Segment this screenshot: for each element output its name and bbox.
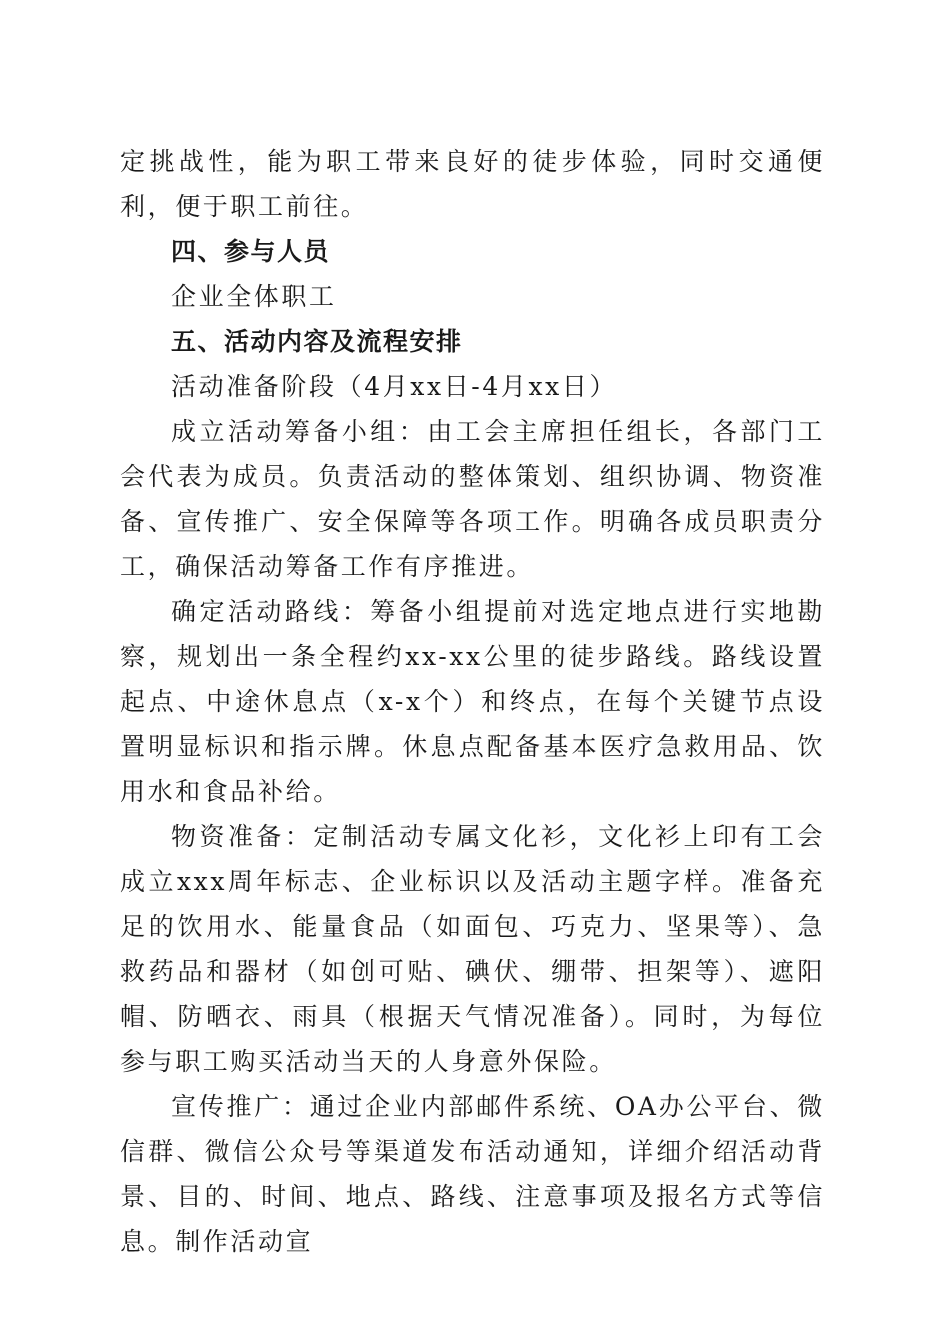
paragraph-materials: 物资准备：定制活动专属文化衫，文化衫上印有工会成立xxx周年标志、企业标识以及活动主题字样。准备充足的饮用水、能量食品（如面包、巧克力、坚果等）、急救药品和器材（如创可贴、碘伏、绷带、担架等）、遮阳帽、防晒衣、雨具（根据天气情况准备）。同时，为每位参与职工购买活动当天的人身意外保险。 [120,822,825,1076]
heading-participants: 四、参与人员 [171,237,331,266]
paragraph-participants: 企业全体职工 [171,282,337,311]
document-body [120,139,825,1264]
paragraph-route-planning: 确定活动路线：筹备小组提前对选定地点进行实地勘察，规划出一条全程约xx-xx公里的徒步路线。路线设置起点、中途休息点（x-x个）和终点，在每个关键节点设置明显标识和指示牌。休息点配备基本医疗急救用品、饮用水和食品补给。 [120,597,825,806]
heading-activity-content: 五、活动内容及流程安排 [171,327,463,356]
paragraph-publicity: 宣传推广：通过企业内部邮件系统、OA办公平台、微信群、微信公众号等渠道发布活动通知，详细介绍活动背景、目的、时间、地点、路线、注意事项及报名方式等信息。制作活动宣 [120,1092,825,1256]
paragraph-organizing-group: 成立活动筹备小组：由工会主席担任组长，各部门工会代表为成员。负责活动的整体策划、组织协调、物资准备、宣传推广、安全保障等各项工作。明确各成员职责分工，确保活动筹备工作有序推进。 [120,417,825,581]
paragraph-preparation-stage: 活动准备阶段（4月xx日-4月xx日） [171,372,618,401]
paragraph-venue-continued: 定挑战性，能为职工带来良好的徒步体验，同时交通便利，便于职工前往。 [120,147,825,221]
